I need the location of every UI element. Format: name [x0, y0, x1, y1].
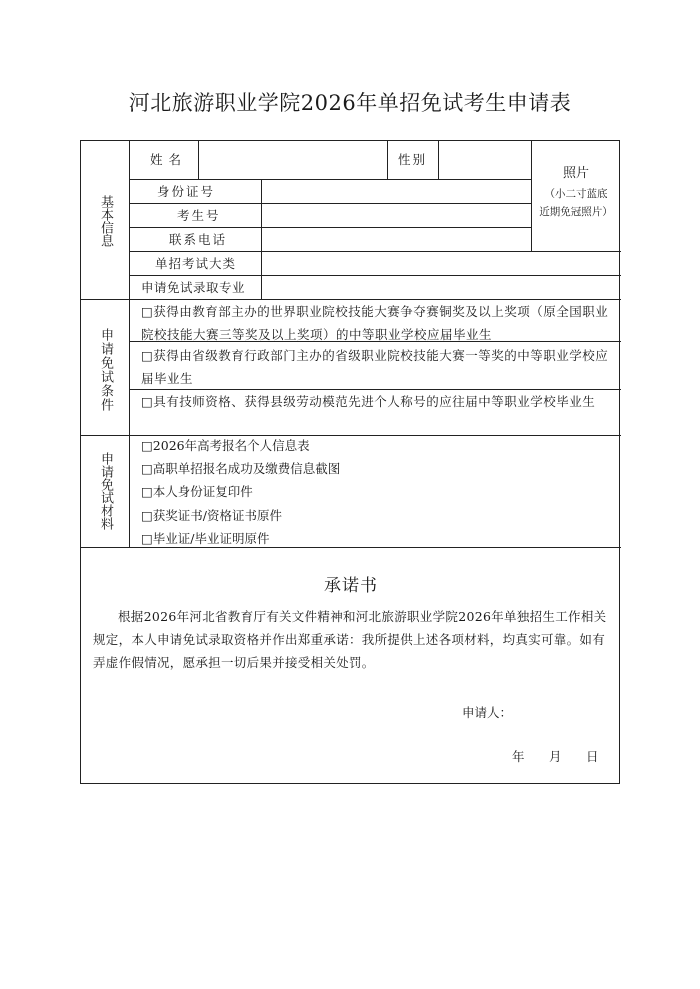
photo-label: 照片: [562, 166, 589, 181]
material-option-5[interactable]: □毕业证/毕业证明原件: [141, 531, 270, 546]
major-field[interactable]: [262, 276, 620, 298]
id-number-field[interactable]: [262, 180, 530, 202]
gender-divider-left: [387, 141, 388, 179]
material-option-1[interactable]: □2026年高考报名个人信息表: [141, 438, 310, 453]
pledge-body: 根据2026年河北省教育厅有关文件精神和河北旅游职业学院2026年单独招生工作相关规定，本人申请免试录取资格并作出郑重承诺：我所提供上述各项材料，均真实可靠。如有弄虚作假情况，愿承担一切后果并接受相关处罚。: [93, 609, 607, 670]
pledge-title: 承诺书: [324, 576, 378, 596]
date-day-label: 日: [586, 749, 599, 764]
condition-option-3[interactable]: □具有技师资格、获得县级劳动模范先进个人称号的应往届中等职业学校毕业生: [141, 394, 596, 409]
phone-label: 联系电话: [169, 232, 228, 247]
exam-number-label: 考生号: [177, 208, 221, 223]
signature-field[interactable]: [513, 698, 613, 726]
phone-field[interactable]: [262, 228, 530, 250]
material-option-3[interactable]: □本人身份证复印件: [141, 484, 253, 499]
basic-info-section-label: 基本信息: [98, 195, 113, 247]
exam-number-field[interactable]: [262, 204, 530, 226]
exam-category-field[interactable]: [262, 252, 620, 274]
material-option-4[interactable]: □获奖证书/资格证书原件: [141, 508, 283, 523]
gender-field[interactable]: [439, 142, 529, 178]
form-title: 河北旅游职业学院2026年单招免试考生申请表: [128, 91, 572, 115]
applicant-signature-label: 申请人：: [462, 705, 513, 720]
date-month-label: 月: [549, 749, 562, 764]
photo-note-line1: （小二寸蓝底: [544, 188, 608, 200]
exam-category-label: 单招考试大类: [155, 256, 237, 271]
condition-option-1[interactable]: □获得由教育部主办的世界职业院校技能大赛争夺赛铜奖及以上奖项（原全国职业院校技能大赛三等奖及以上奖项）的中等职业学校应届毕业生: [141, 304, 609, 342]
name-label: 姓名: [150, 152, 188, 167]
name-field[interactable]: [199, 142, 385, 178]
conditions-section-label: 申请免试条件: [98, 328, 113, 412]
application-form: [80, 140, 620, 784]
section-divider-vertical: [129, 141, 130, 547]
id-number-label: 身份证号: [157, 184, 216, 199]
materials-section-label: 申请免试材料: [98, 452, 113, 530]
material-option-2[interactable]: □高职单招报名成功及缴费信息截图: [141, 461, 341, 476]
photo-note-line2: 近期免冠照片）: [539, 206, 613, 218]
major-label: 申请免试录取专业: [141, 280, 246, 295]
date-year-label: 年: [512, 749, 525, 764]
section-line: [81, 435, 621, 436]
condition-option-2[interactable]: □获得由省级教育行政部门主办的省级职业院校技能大赛一等奖的中等职业学校应届毕业生: [141, 348, 609, 386]
gender-label: 性别: [398, 152, 428, 167]
